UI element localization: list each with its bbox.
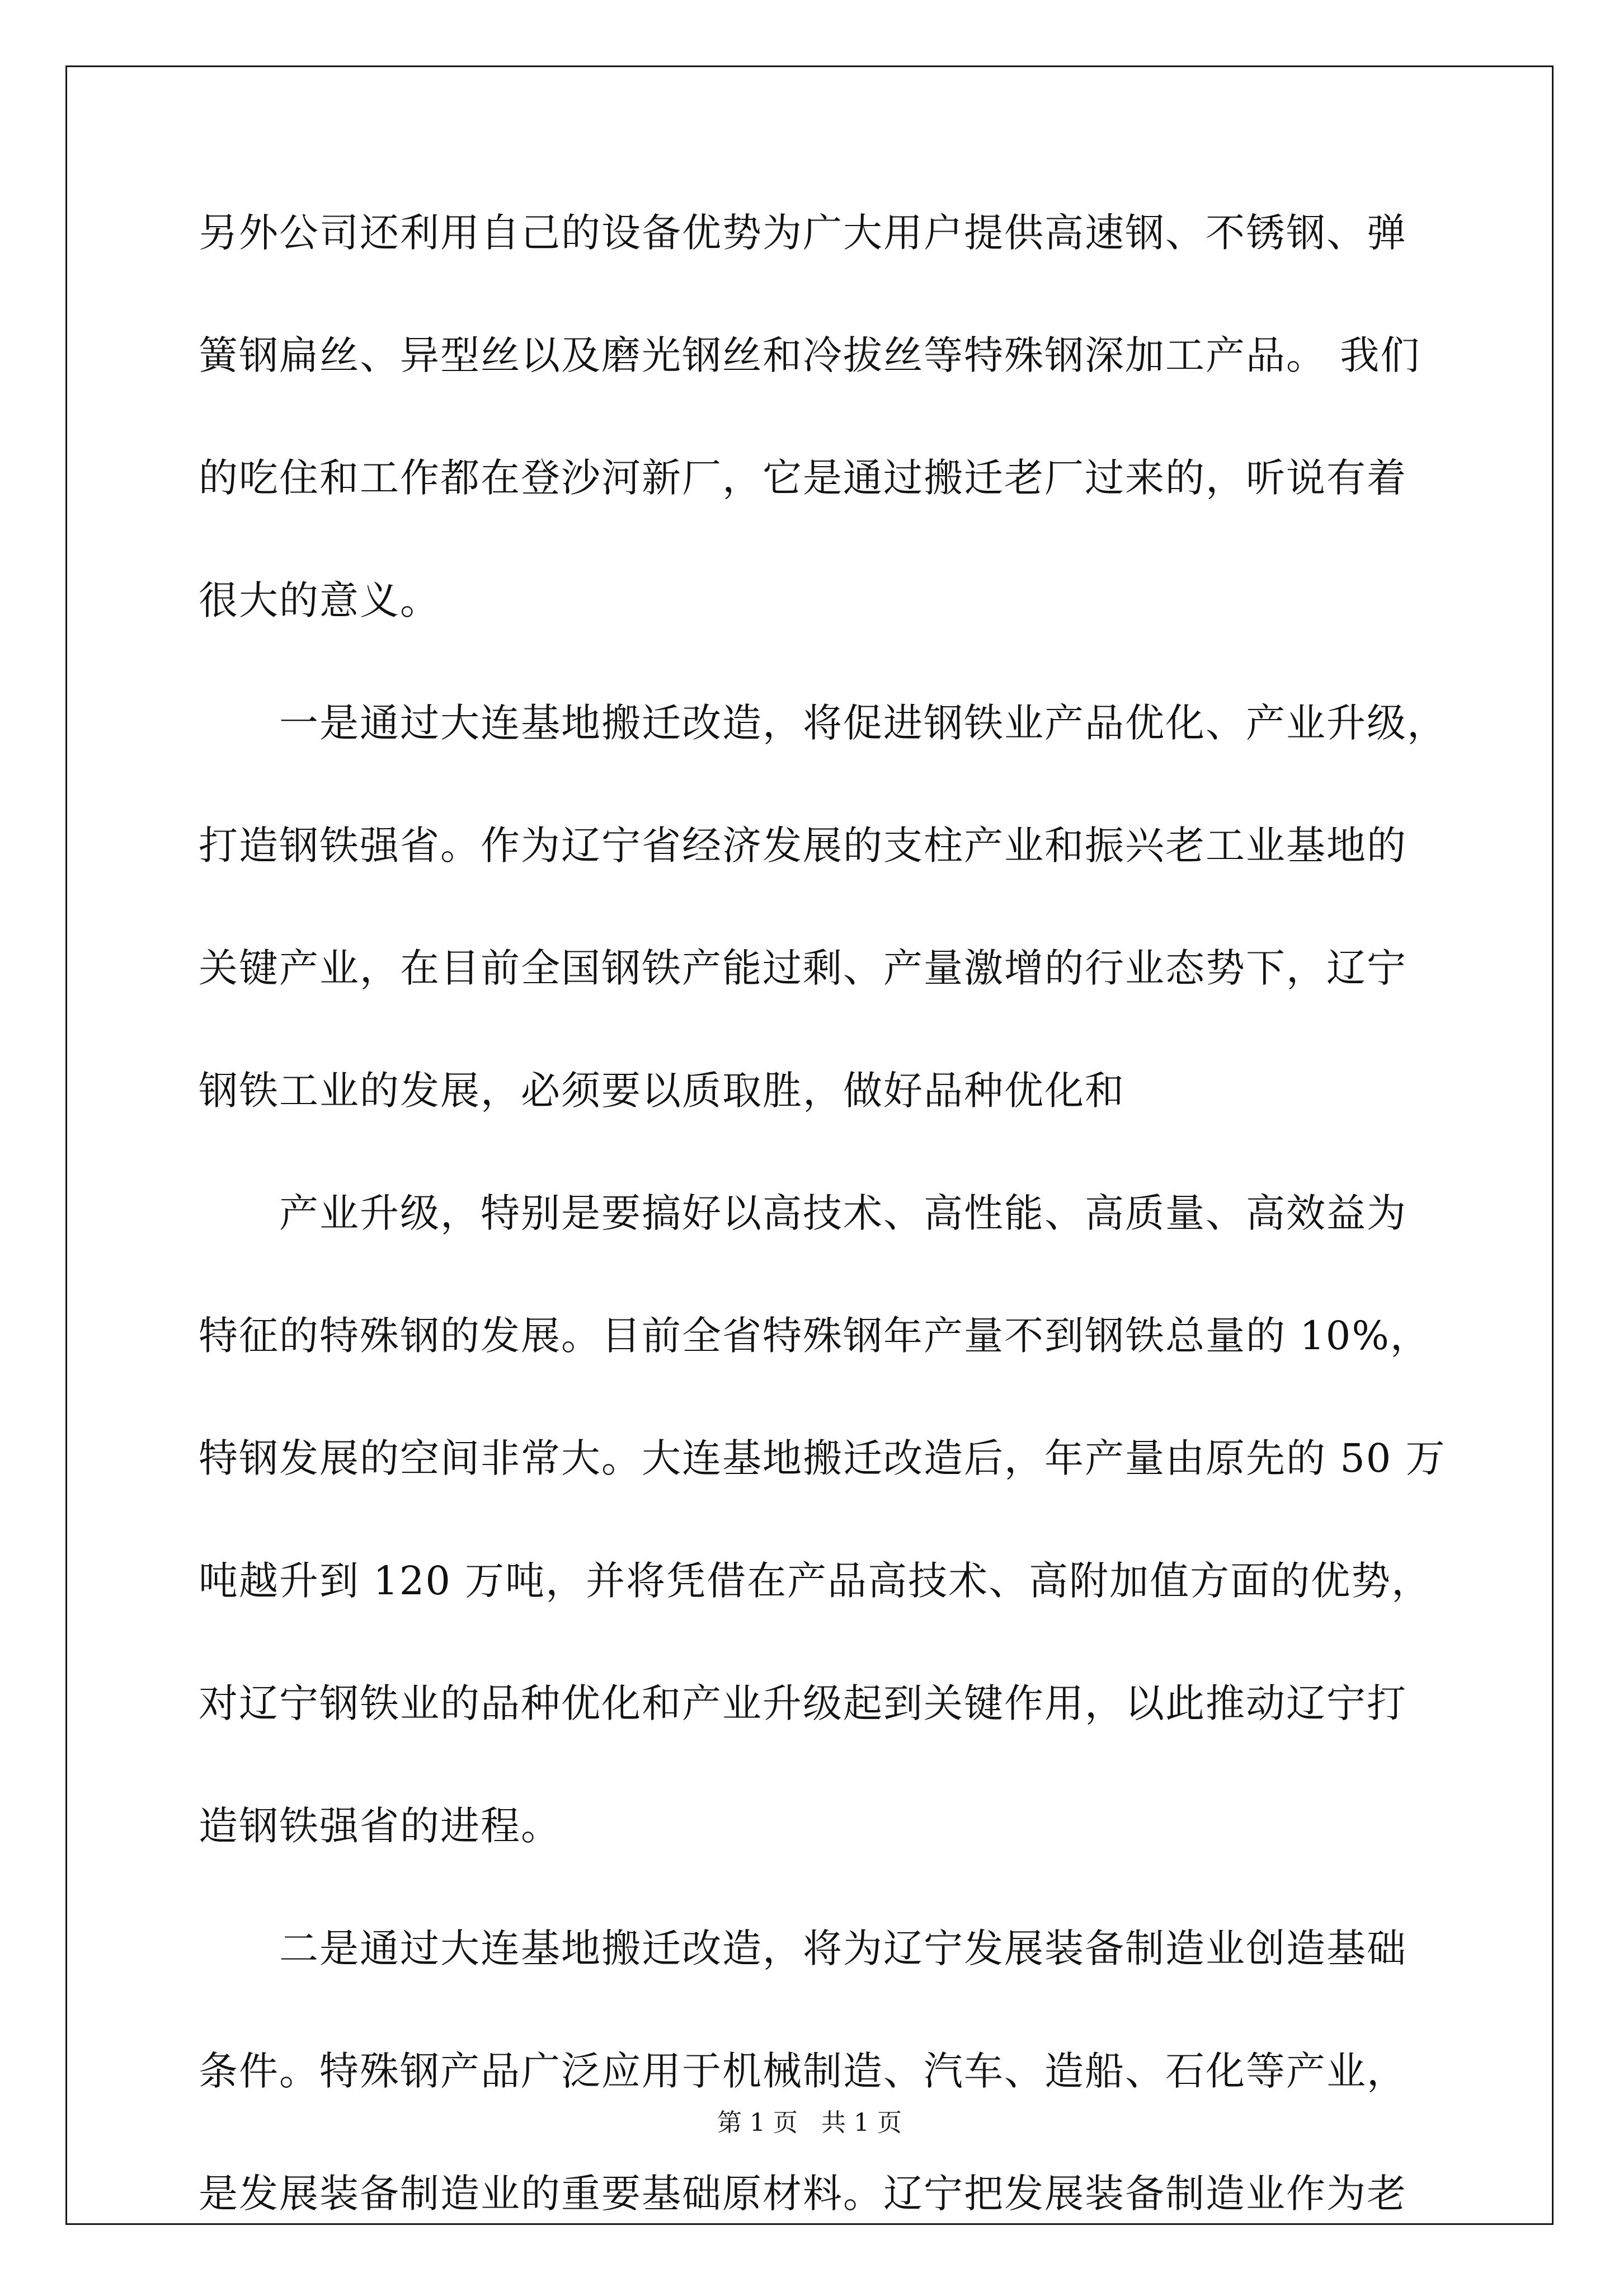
paragraph bbox=[199, 1926, 1418, 2217]
paragraph bbox=[199, 700, 1447, 1114]
text-line: 打造钢铁强省。作为辽宁省经济发展的支柱产业和振兴老工业基地的 bbox=[199, 823, 1407, 868]
text-line: 钢铁工业的发展，必须要以质取胜，做好品种优化和 bbox=[199, 1068, 1125, 1114]
text-line: 是发展装备制造业的重要基础原材料。辽宁把发展装备制造业作为老 bbox=[199, 2171, 1407, 2217]
text-line: 二是通过大连基地搬迁改造，将为辽宁发展装备制造业创造基础 bbox=[279, 1926, 1407, 1971]
text-line: 另外公司还利用自己的设备优势为广大用户提供高速钢、不锈钢、弹 bbox=[199, 210, 1407, 256]
text-line: 簧钢扁丝、异型丝以及磨光钢丝和冷拔丝等特殊钢深加工产品。 我们 bbox=[199, 332, 1421, 378]
paragraph bbox=[199, 1190, 1446, 1849]
text-line: 特钢发展的空间非常大。大连基地搬迁改造后，年产量由原先的 50 万 bbox=[199, 1435, 1446, 1481]
page-footer: 第 1 页 共 1 页 bbox=[717, 2109, 902, 2137]
text-line: 特征的特殊钢的发展。目前全省特殊钢年产量不到钢铁总量的 10%， bbox=[199, 1313, 1430, 1359]
text-line: 造钢铁强省的进程。 bbox=[199, 1803, 561, 1849]
text-line: 的吃住和工作都在登沙河新厂，它是通过搬迁老厂过来的，听说有着 bbox=[199, 455, 1407, 501]
text-line: 对辽宁钢铁业的品种优化和产业升级起到关键作用，以此推动辽宁打 bbox=[199, 1680, 1407, 1726]
text-line: 很大的意义。 bbox=[199, 577, 440, 623]
text-line: 关键产业，在目前全国钢铁产能过剩、产量激增的行业态势下，辽宁 bbox=[199, 945, 1407, 991]
text-line: 一是通过大连基地搬迁改造，将促进钢铁业产品优化、产业升级， bbox=[279, 700, 1447, 746]
document-body bbox=[199, 210, 1447, 2296]
text-line: 条件。特殊钢产品广泛应用于机械制造、汽车、造船、石化等产业， bbox=[199, 2048, 1407, 2094]
paragraph bbox=[199, 210, 1421, 623]
text-line: 吨越升到 120 万吨，并将凭借在产品高技术、高附加值方面的优势， bbox=[199, 1558, 1432, 1604]
text-line: 产业升级，特别是要搞好以高技术、高性能、高质量、高效益为 bbox=[279, 1190, 1407, 1236]
